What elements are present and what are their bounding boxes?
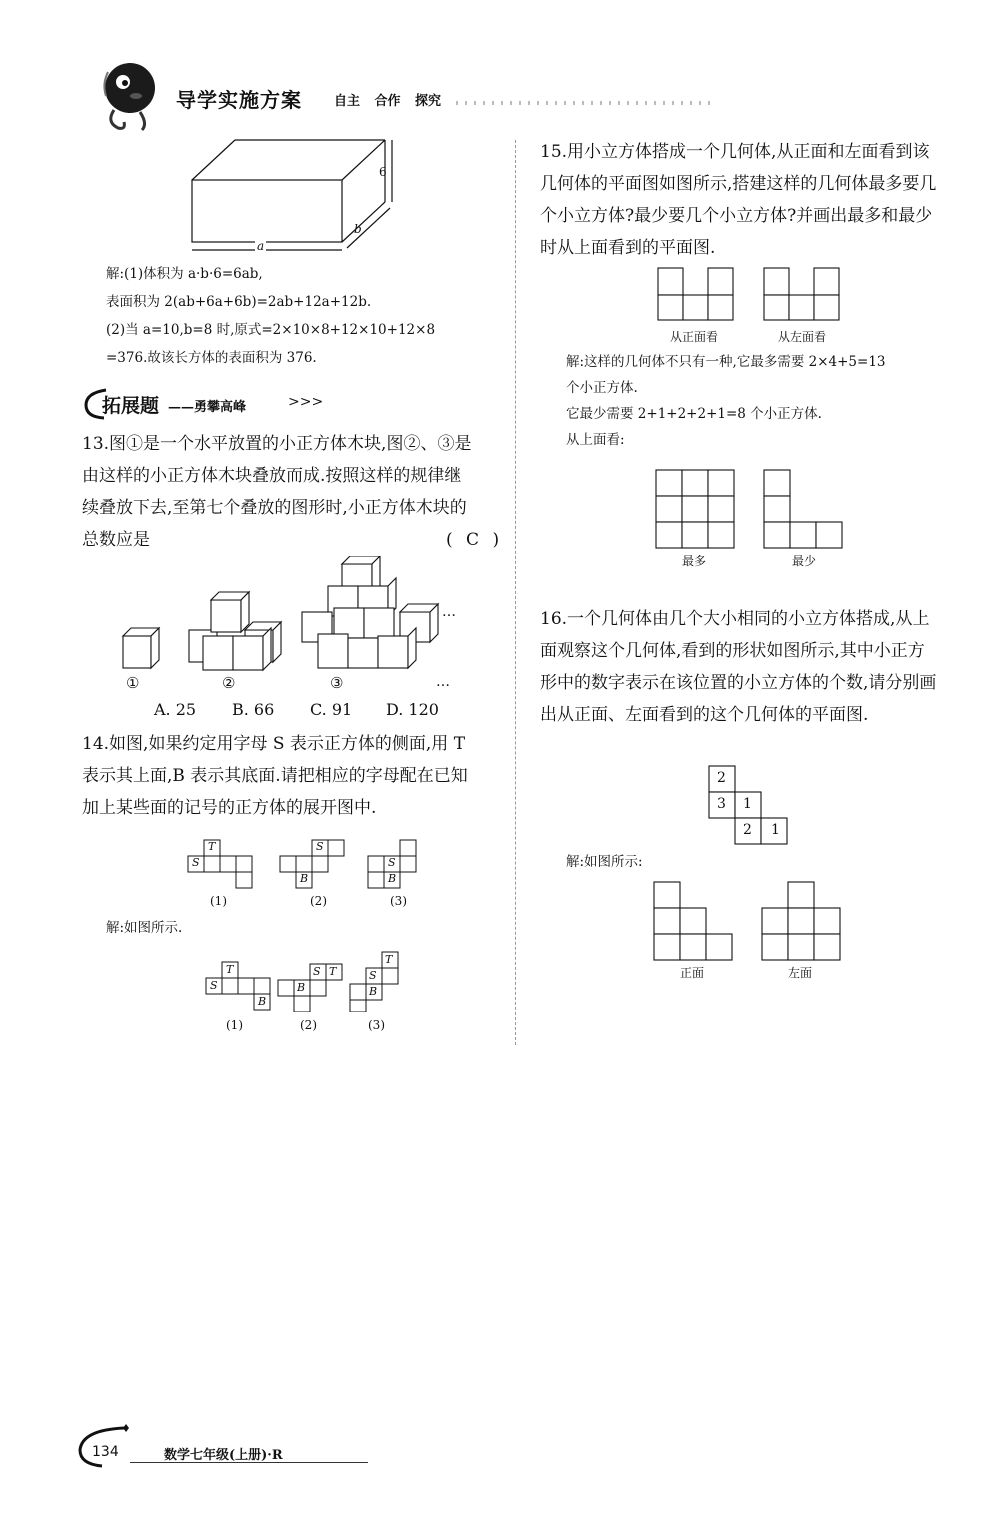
q16-answer-views	[652, 880, 847, 962]
q14-solution-label: 解:如图所示.	[106, 920, 183, 936]
q13-option-d: D. 120	[386, 700, 439, 719]
q16-grid-number: 2	[717, 770, 726, 786]
q16-view-label-left: 左面	[788, 966, 813, 980]
q14-a-letter: B	[297, 981, 306, 994]
q14-q-letter: T	[208, 840, 216, 853]
q14-q-letter: B	[300, 872, 309, 885]
header-decoration	[456, 101, 716, 105]
q14-answer-net-label: (1)	[226, 1018, 243, 1032]
q13-cube-figures	[115, 556, 465, 676]
cuboid-solution-line: =376.故该长方体的表面积为 376.	[106, 350, 317, 366]
header-title: 导学实施方案	[176, 88, 302, 112]
q13-ellipsis: …	[442, 604, 456, 620]
q14-q-letter: S	[388, 856, 396, 869]
cuboid-length-label: a	[257, 239, 265, 253]
section-tagline: ——勇攀高峰	[168, 400, 247, 415]
section-title: 拓展题	[102, 395, 160, 417]
q13-figure-label-1: ①	[126, 674, 140, 692]
q14-answer-net-label: (3)	[368, 1018, 385, 1032]
q16-grid-number: 1	[771, 822, 780, 838]
mascot-icon	[96, 52, 162, 132]
cuboid-solution-line: (2)当 a=10,b=8 时,原式=2×10×8+12×10+12×8	[106, 322, 436, 338]
q14-a-letter: B	[258, 995, 267, 1008]
q16-solution-label: 解:如图所示:	[566, 854, 643, 870]
q15-top-views	[654, 468, 849, 550]
column-divider	[515, 140, 516, 1045]
q13-ellipsis-2: …	[436, 674, 450, 690]
q14-q-letter: S	[192, 856, 200, 869]
q14-net-label: (2)	[310, 894, 327, 908]
q16-view-label-front: 正面	[680, 966, 705, 980]
q15-views	[656, 266, 846, 326]
q14-text: 14.如图,如果约定用字母 S 表示正方体的侧面,用 T 表示其上面,B 表示其底面.请把相应的字母配在已知加上某些面的记号的正方体的展开图中.	[82, 734, 468, 818]
q14-a-letter: S	[369, 969, 377, 982]
q13-figure-label-2: ②	[222, 674, 236, 692]
cuboid-solution	[106, 264, 506, 368]
q14-a-letter: T	[226, 963, 234, 976]
q13-option-a: A. 25	[154, 700, 197, 719]
header-subtitle: 自主 合作 探究	[334, 94, 442, 109]
footer-book-title: 数学七年级(上册)·R	[164, 1448, 283, 1463]
page-number: 134	[92, 1444, 119, 1460]
q15-top-label-min: 最少	[792, 554, 817, 568]
q15-view-label-front: 从正面看	[670, 330, 719, 344]
q16-grid-number: 2	[743, 822, 752, 838]
q14-net-label: (3)	[390, 894, 407, 908]
q15-text: 15.用小立方体搭成一个几何体,从正面和左面看到该几何体的平面图如图所示,搭建这样的几何体最多要几个小立方体?最少要几个小立方体?并画出最多和最少时从上面看到的平面图.	[540, 142, 937, 258]
q13-answer: ( C )	[446, 530, 500, 550]
q15-top-label-max: 最多	[682, 554, 707, 568]
q14-a-letter: B	[369, 985, 378, 998]
q15-solution	[566, 352, 976, 450]
q14-a-letter: S	[210, 979, 218, 992]
q14-answer-net-label: (2)	[300, 1018, 317, 1032]
cuboid-solution-line: 解:(1)体积为 a·b·6=6ab,	[106, 266, 263, 282]
q14-net-label: (1)	[210, 894, 227, 908]
cuboid-height-label: 6	[379, 165, 387, 179]
section-header	[82, 387, 324, 421]
q15-solution-line: 它最少需要 2+1+2+2+1=8 个小正方体.	[566, 406, 822, 422]
q14-answer-nets	[204, 950, 414, 1012]
q16-text: 16.一个几何体由几个大小相同的小立方体搭成,从上面观察这个几何体,看到的形状如图所示,其中小正方形中的数字表示在该位置的小立方体的个数,请分别画出从正面、左面看到的这个几何体的平面图.	[540, 609, 937, 725]
q15-view-label-left: 从左面看	[778, 330, 827, 344]
section-arrow-icon: >>>	[288, 394, 324, 410]
footer-rule	[130, 1462, 368, 1463]
q16-grid-number: 1	[743, 796, 752, 812]
q14-q-letter: S	[316, 840, 324, 853]
q13-option-b: B. 66	[232, 700, 275, 719]
cuboid-solution-line: 表面积为 2(ab+6a+6b)=2ab+12a+12b.	[106, 294, 372, 310]
q15-solution-line: 个小正方体.	[566, 380, 638, 396]
cuboid-figure	[180, 132, 400, 257]
q14-q-letter: B	[388, 872, 397, 885]
q15-solution-line: 从上面看:	[566, 432, 625, 448]
q14-a-letter: T	[385, 953, 393, 966]
q14-a-letter: S	[313, 965, 321, 978]
q14-a-letter: T	[329, 965, 337, 978]
cuboid-width-label: b	[354, 222, 362, 236]
q13-figure-label-3: ③	[330, 674, 344, 692]
q16-grid-number: 3	[717, 796, 726, 812]
q13-text: 13.图①是一个水平放置的小正方体木块,图②、③是由这样的小正方体木块叠放而成.按照这样的规律继续叠放下去,至第七个叠放的图形时,小正方体木块的总数应是	[82, 434, 472, 550]
q13-option-c: C. 91	[310, 700, 353, 719]
q15-solution-line: 解:这样的几何体不只有一种,它最多需要 2×4+5=13	[566, 354, 886, 370]
